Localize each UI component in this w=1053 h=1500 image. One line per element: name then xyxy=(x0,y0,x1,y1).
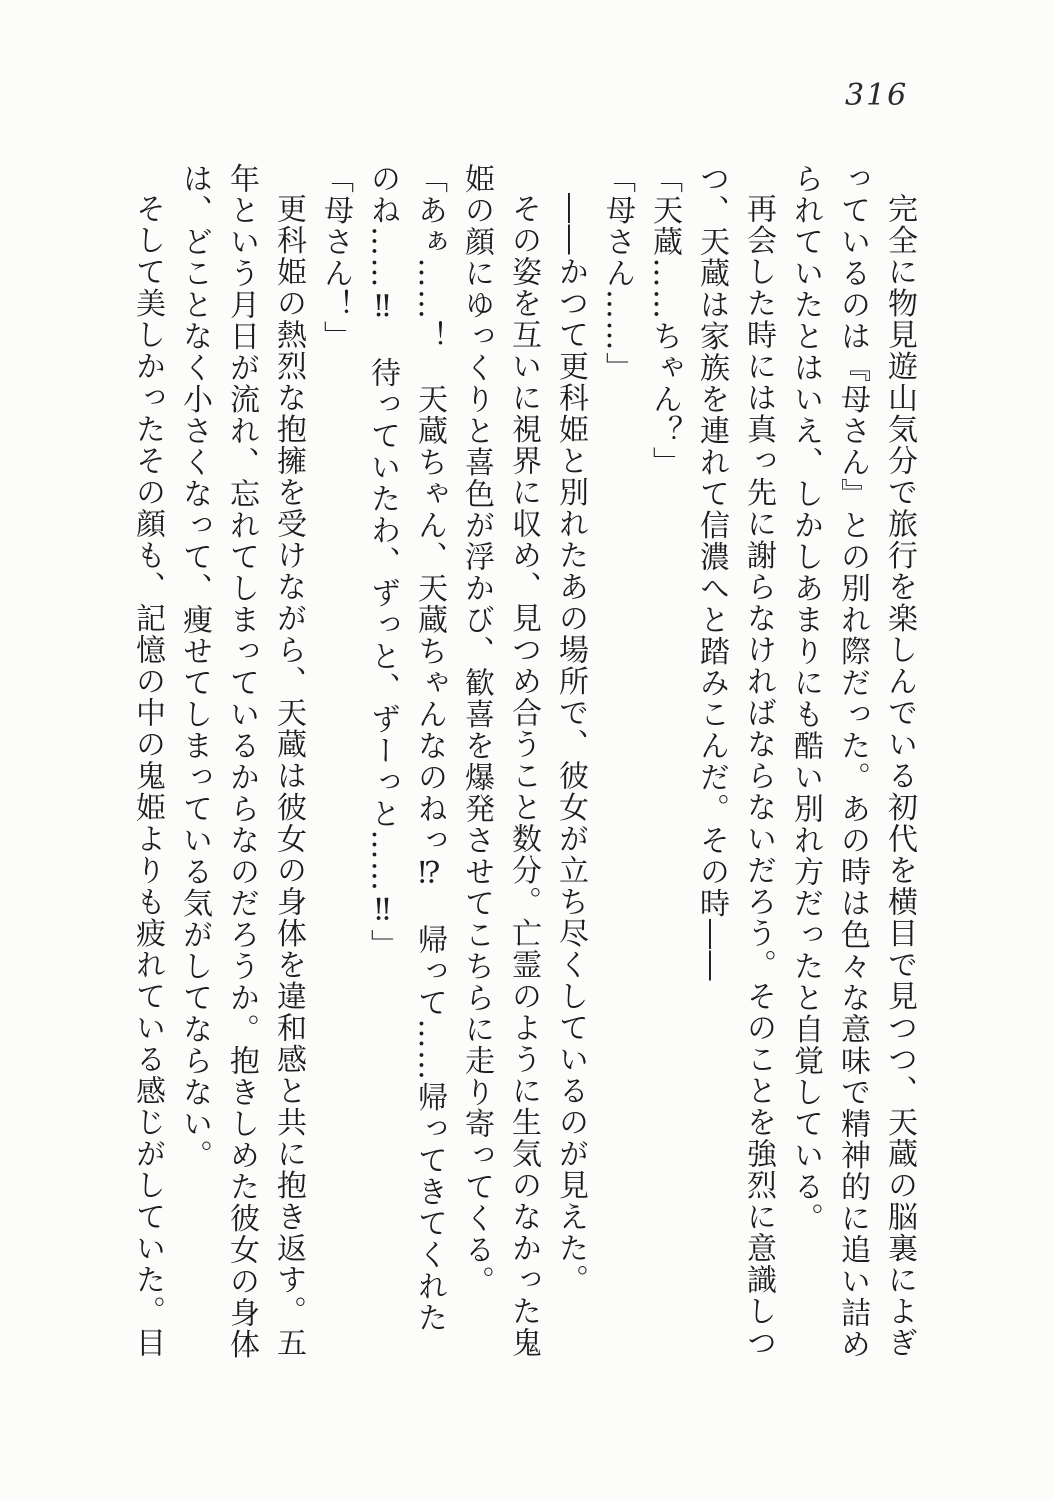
body-text xyxy=(118,163,923,1363)
paragraph: 更科姫の熱烈な抱擁を受けながら、天蔵は彼女の身体を違和感と共に抱き返す。五年という月日が流れ、忘れてしまっているからなのだろうか。抱きしめた彼女の身体は、どことなく小さくなって、痩せてしまっている気がしてならない。 xyxy=(177,163,306,1360)
paragraph: 完全に物見遊山気分で旅行を楽しんでいる初代を横目で見つつ、天蔵の脳裏によぎっているのは『母さん』との別れ際だった。あの時は色々な意味で精神的に追い詰められていたとはいえ、しかしあまりにも酷い別れ方だったと自覚している。 xyxy=(788,163,917,1360)
paragraph: そして美しかったその顔も、記憶の中の鬼姫よりも疲れている感じがしていた。目 xyxy=(130,193,165,1359)
paragraph: ――かつて更科姫と別れたあの場所で、彼女が立ち尽くしているのが見えた。 xyxy=(553,193,588,1296)
paragraph-dialogue: 「母さん……」 xyxy=(600,163,635,384)
page-number: 316 xyxy=(845,78,909,113)
paragraph: 再会した時には真っ先に謝らなければならないだろう。そのことを強烈に意識しつつ、天蔵は家族を連れて信濃へと踏みこんだ。その時―― xyxy=(694,163,776,1359)
paragraph-dialogue: 「あぁ……！ 天蔵ちゃん、天蔵ちゃんなのねっ⁉ 帰って……帰ってきてくれたのね……‼ 待っていたわ、ずっと、ずーっと……‼」 xyxy=(365,163,447,1334)
paragraph-dialogue: 「母さん！」 xyxy=(318,163,353,352)
paragraph: その姿を互いに視界に収め、見つめ合うこと数分。亡霊のように生気のなかった鬼姫の顔にゆっくりと喜色が浮かび、歓喜を爆発させてこちらに走り寄ってくる。 xyxy=(459,163,541,1359)
paragraph-dialogue: 「天蔵……ちゃん？」 xyxy=(647,163,682,478)
